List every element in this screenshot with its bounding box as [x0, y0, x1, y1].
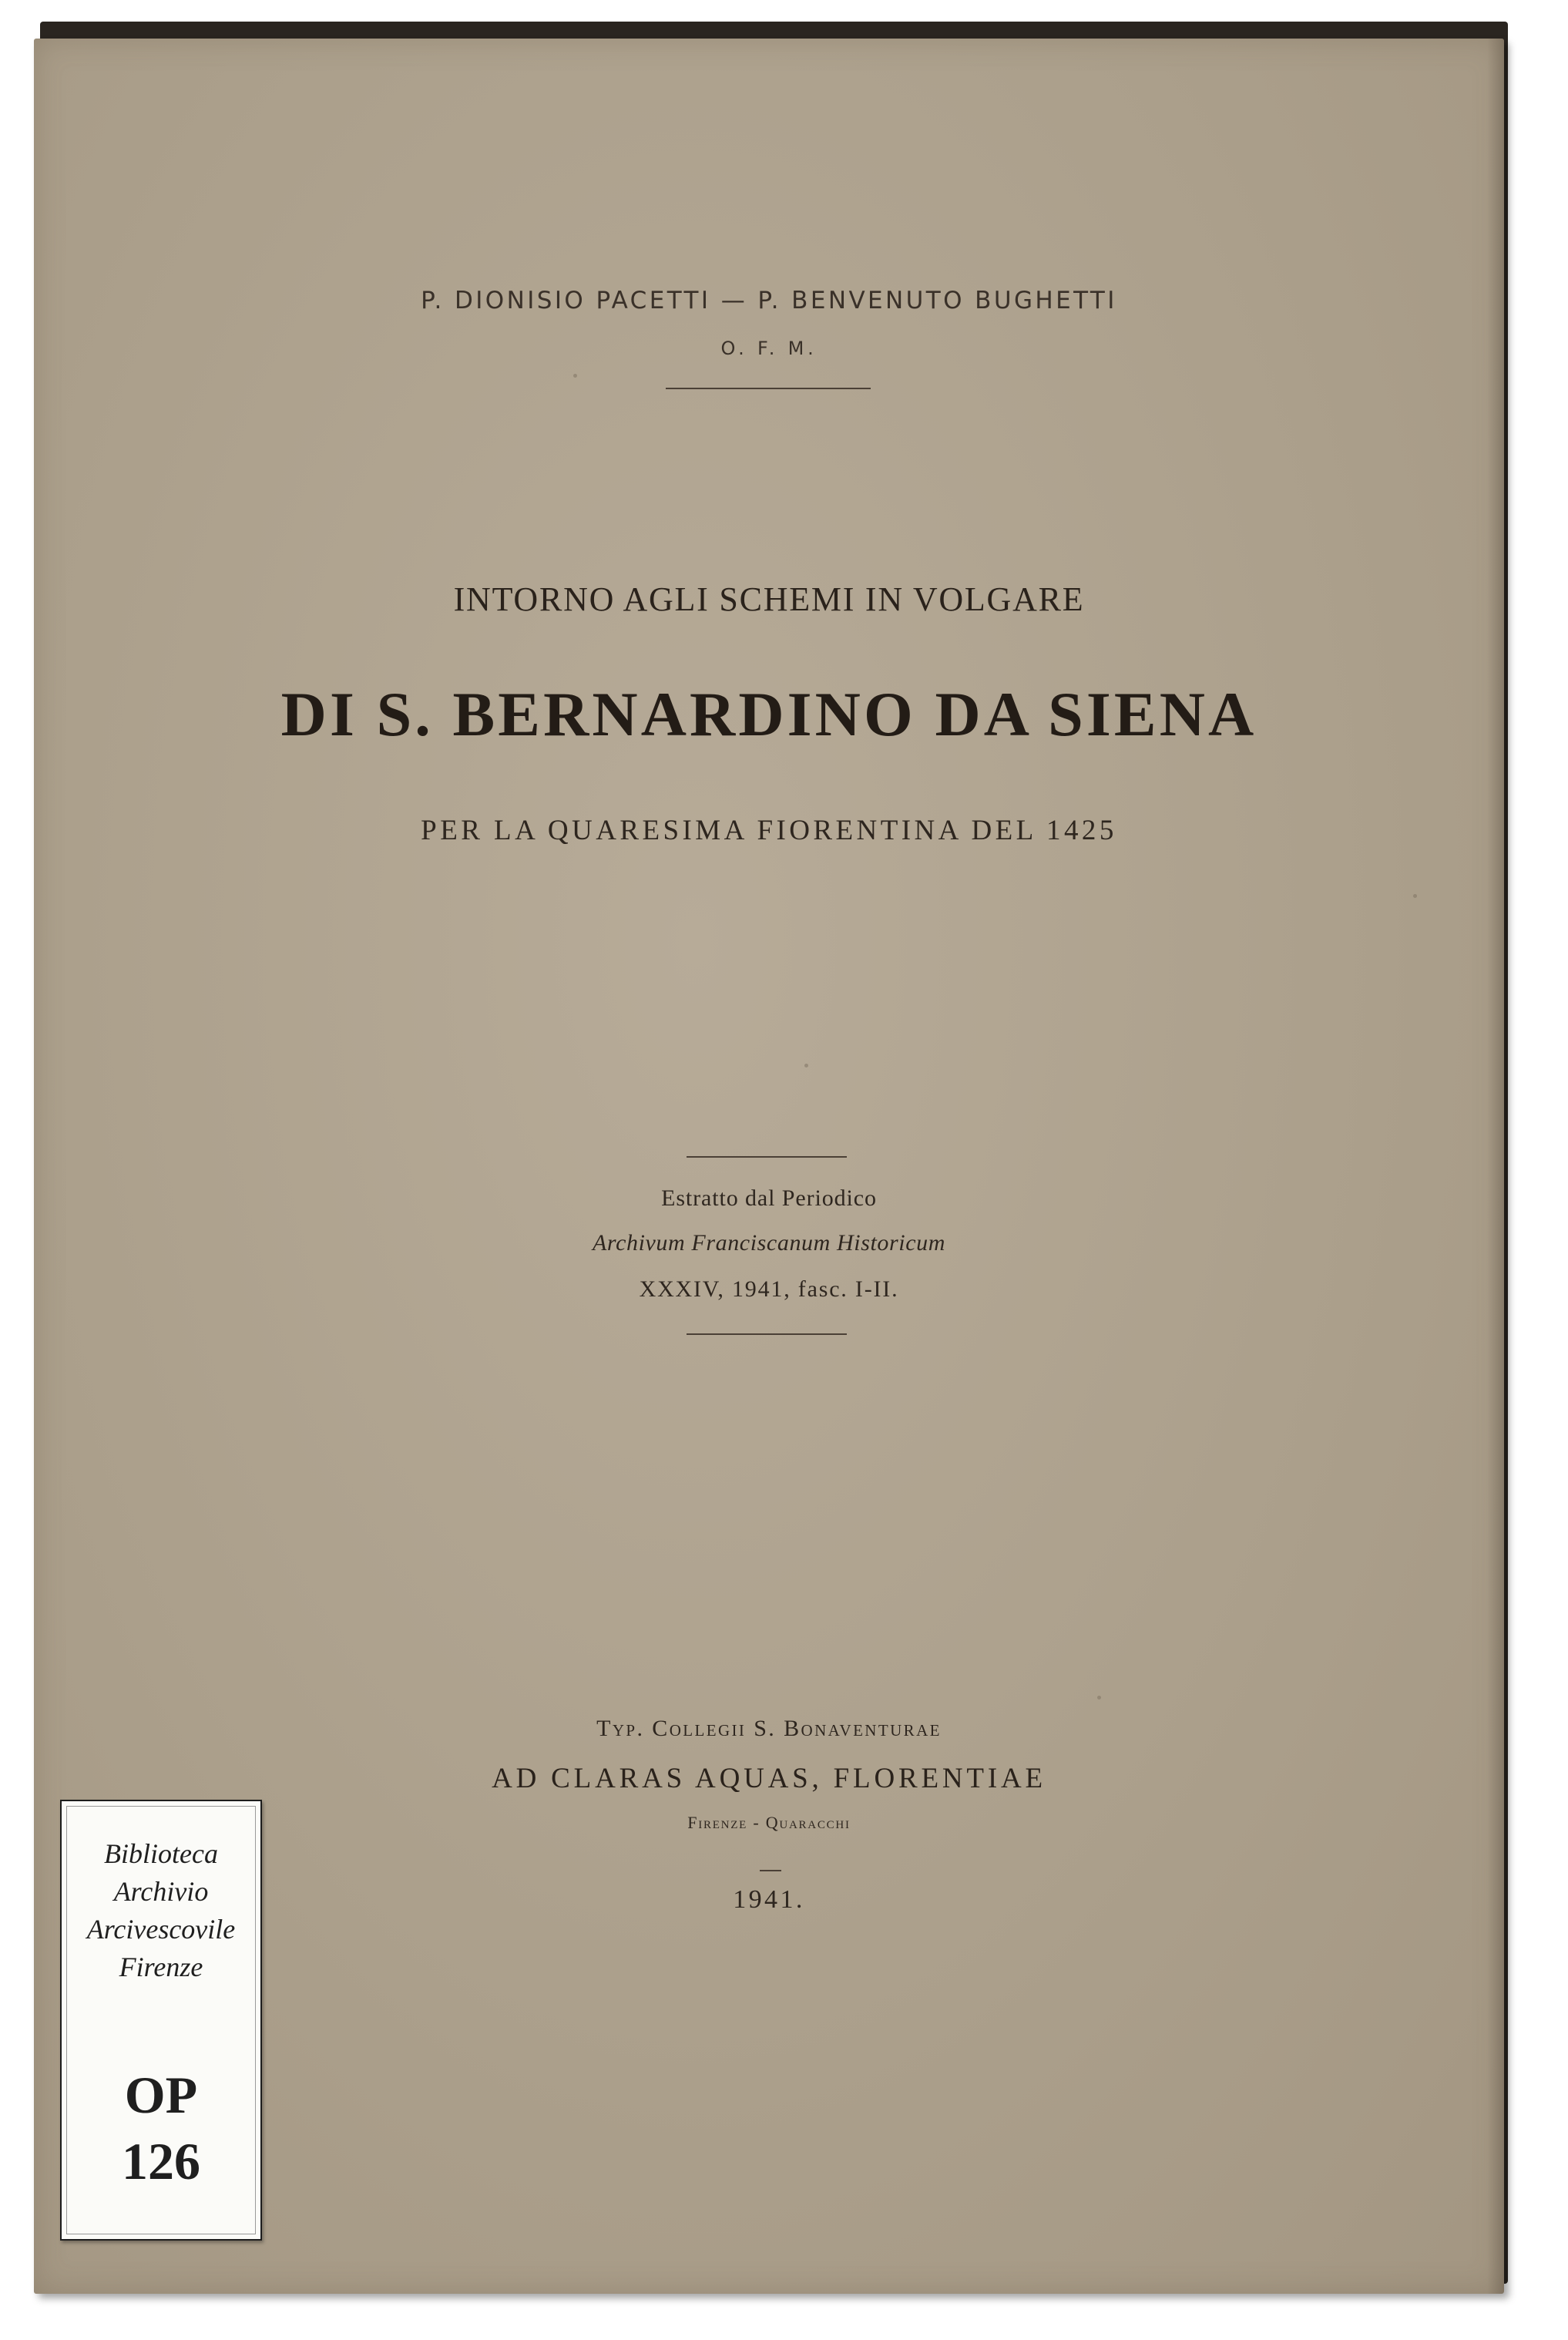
- paper-speck: [1097, 1696, 1101, 1700]
- divider-rule: [760, 1870, 781, 1871]
- authors-line: P. DIONISIO PACETTI — P. BENVENUTO BUGHETTI: [421, 287, 1117, 314]
- label-line: Arcivescovile: [86, 1914, 236, 1945]
- periodical-name: Archivum Franciscanum Historicum: [592, 1230, 946, 1256]
- publication-year: 1941.: [733, 1885, 805, 1914]
- label-line: Archivio: [113, 1876, 209, 1907]
- shelf-mark: [62, 2062, 260, 2194]
- extract-note: Estratto dal Periodico: [661, 1185, 877, 1211]
- main-title: DI S. BERNARDINO DA SIENA: [280, 679, 1257, 749]
- shelf-mark-number: 126: [122, 2132, 200, 2190]
- library-name: [62, 1835, 260, 1986]
- library-label: [60, 1800, 262, 2241]
- paper-speck: [804, 1064, 808, 1067]
- printer-place: Firenze - Quaracchi: [687, 1813, 851, 1832]
- divider-rule: [666, 388, 871, 389]
- periodical-issue: XXXIV, 1941, fasc. I-II.: [639, 1276, 899, 1302]
- label-line: Biblioteca: [104, 1838, 218, 1869]
- divider-rule: [687, 1333, 847, 1335]
- title-preface: INTORNO AGLI SCHEMI IN VOLGARE: [453, 580, 1085, 618]
- label-line: Firenze: [119, 1952, 203, 1982]
- paper-speck: [573, 374, 577, 378]
- printer-place-latin: AD CLARAS AQUAS, FLORENTIAE: [492, 1763, 1046, 1794]
- printer-line: Typ. Collegii S. Bonaventurae: [596, 1716, 942, 1741]
- paper-speck: [1413, 894, 1417, 898]
- shelf-mark-series: OP: [124, 2066, 198, 2124]
- subtitle: PER LA QUARESIMA FIORENTINA DEL 1425: [421, 815, 1117, 846]
- religious-order: O. F. M.: [720, 338, 818, 359]
- divider-rule: [687, 1156, 847, 1158]
